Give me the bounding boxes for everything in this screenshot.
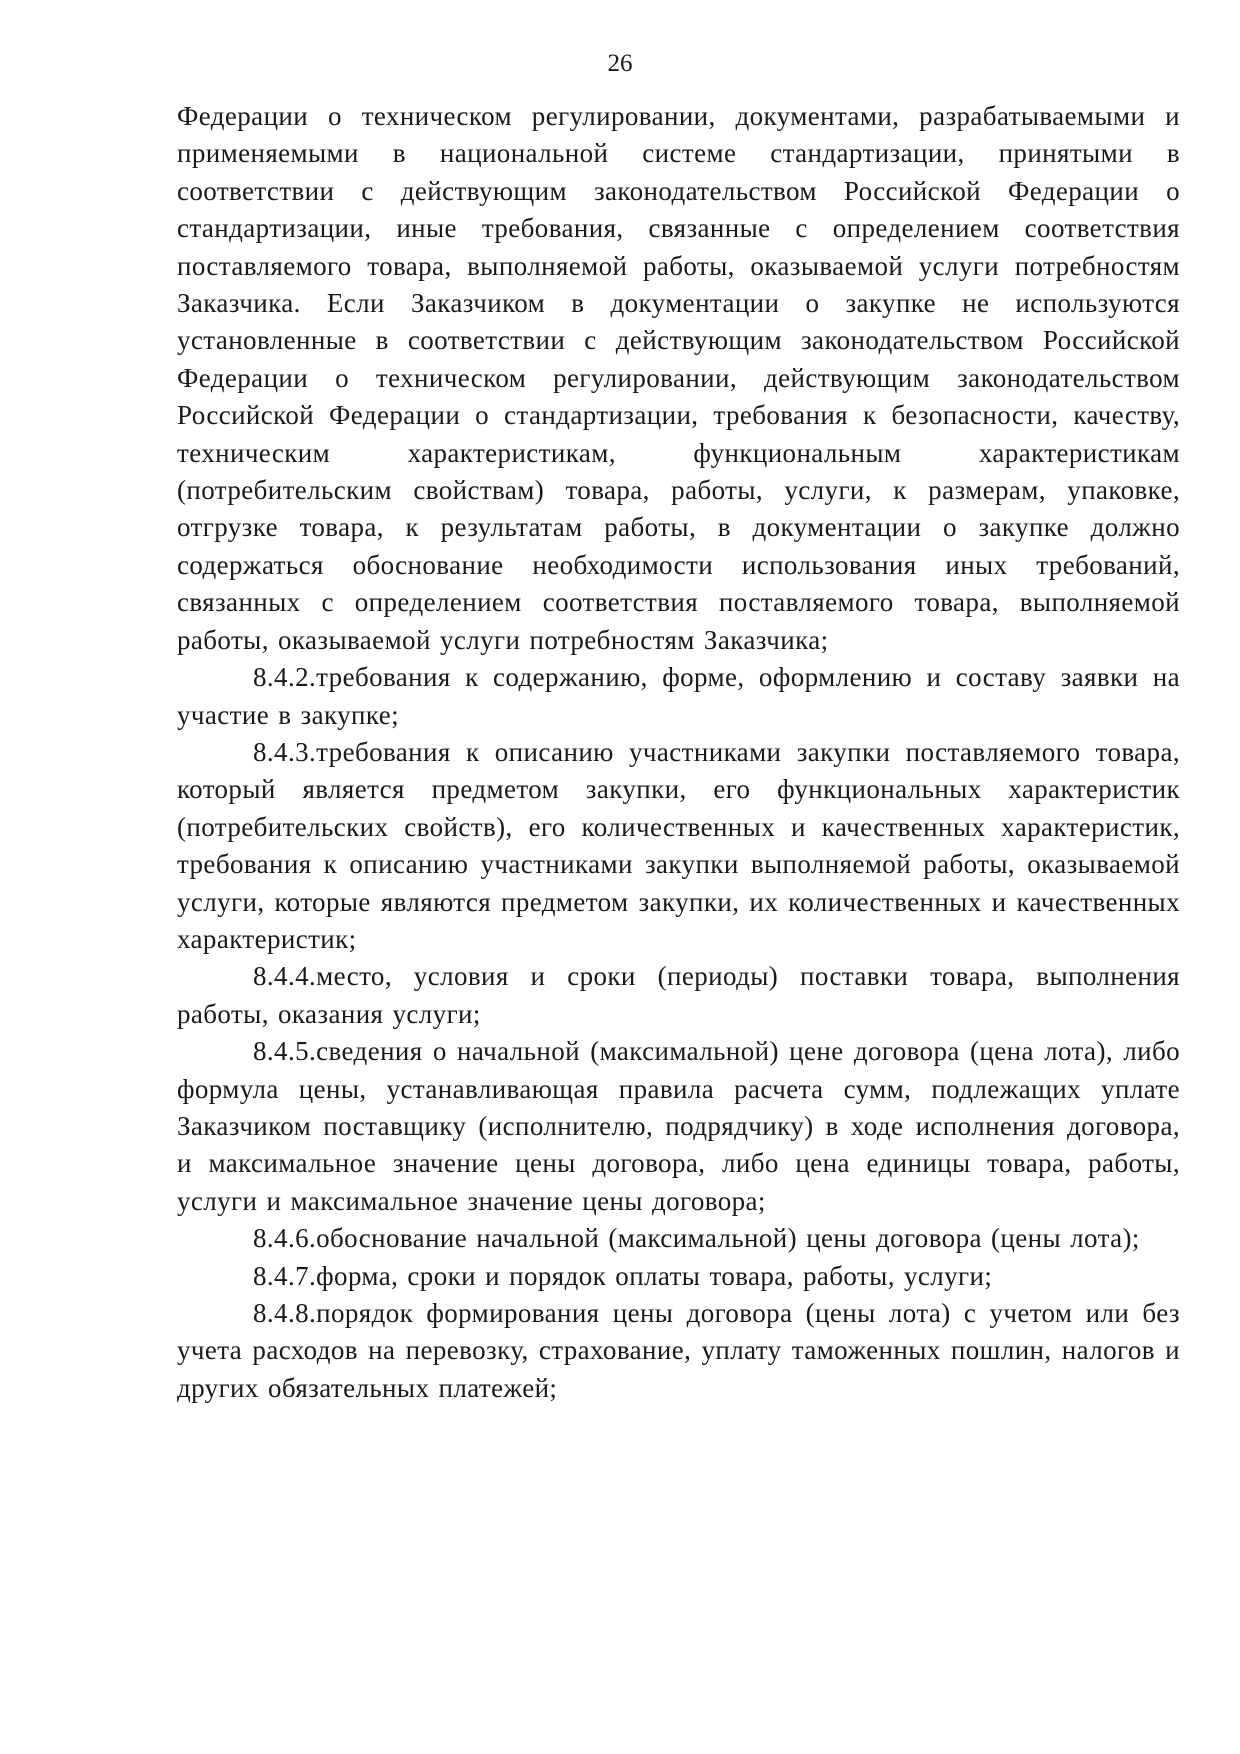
paragraph-8-4-3: 8.4.3.требования к описанию участниками закупки поставляемого товара, который является предметом закупки, его функциональных характеристик (потребительских свойств), его количественных и качественных характеристик, требования к описанию участниками закупки выполняемой работы, оказываемой услуги, которые являются предметом закупки, их количественных и качественных характеристик; <box>177 736 1180 954</box>
paragraph-continuation: Федерации о техническом регулировании, документами, разрабатываемыми и применяемыми в национальной системе стандартизации, принятыми в соответствии с действующим законодательством Российской Федерации о стандартизации, иные требования, связанные с определением соответствия поставляемого товара, выполняемой работы, оказываемой услуги потребностям Заказчика. Если Заказчиком в документации о закупке не используются установленные в соответствии с действующим законодательством Российской Федерации о техническом регулировании, действующим законодательством Российской Федерации о стандартизации, требования к безопасности, качеству, техническим характеристикам, функциональным характеристикам (потребительским свойствам) товара, работы, услуги, к размерам, упаковке, отгрузке товара, к результатам работы, в документации о закупке должно содержаться обоснование необходимости использования иных требований, связанных с определением соответствия поставляемого товара, выполняемой работы, оказываемой услуги потребностям Заказчика; <box>177 101 1180 655</box>
paragraph-8-4-8: 8.4.8.порядок формирования цены договора (цены лота) с учетом или без учета расходов на перевозку, страхование, уплату таможенных пошлин, налогов и других обязательных платежей; <box>177 1298 1180 1403</box>
paragraph-8-4-7: 8.4.7.форма, сроки и порядок оплаты товара, работы, услуги; <box>253 1260 993 1291</box>
paragraph-8-4-6: 8.4.6.обоснование начальной (максимальной) цены договора (цены лота); <box>253 1223 1140 1254</box>
paragraph-8-4-2: 8.4.2.требования к содержанию, форме, оформлению и составу заявки на участие в закупке; <box>177 662 1180 730</box>
page-number: 26 <box>607 50 633 77</box>
paragraph-8-4-5: 8.4.5.сведения о начальной (максимальной) цене договора (цена лота), либо формула цены, устанавливающая правила расчета сумм, подлежащих уплате Заказчиком поставщику (исполнителю, подрядчику) в ходе исполнения договора, и максимальное значение цены договора, либо цена единицы товара, работы, услуги и максимальное значение цены договора; <box>177 1036 1180 1216</box>
paragraph-8-4-4: 8.4.4.место, условия и сроки (периоды) поставки товара, выполнения работы, оказания услуги; <box>177 961 1180 1029</box>
document-body <box>177 98 1180 1407</box>
